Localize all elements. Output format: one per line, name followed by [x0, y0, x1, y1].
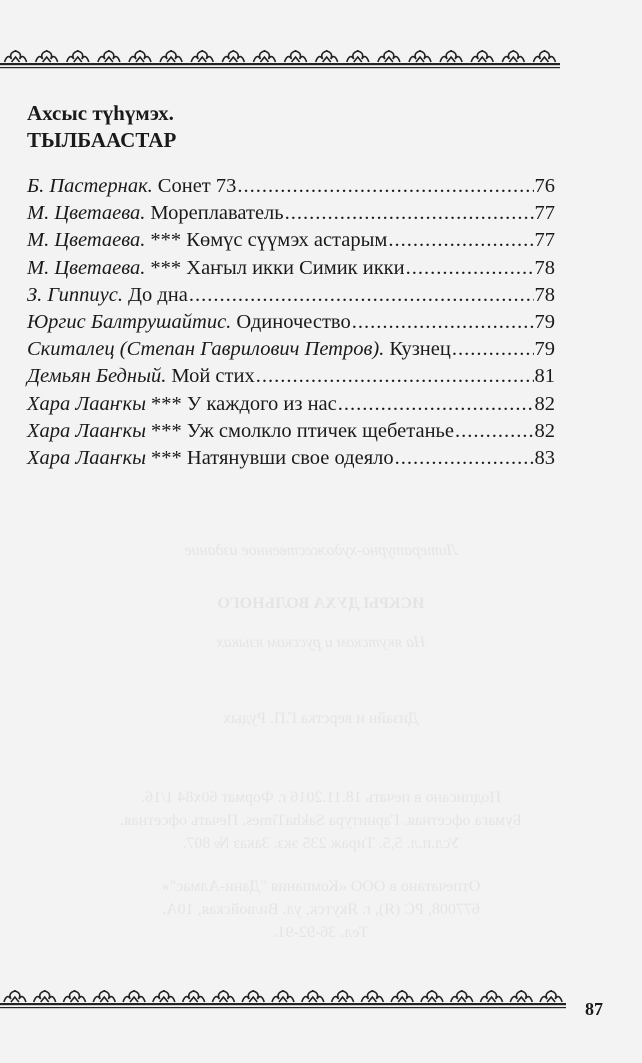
toc-dot-leader [452, 336, 534, 363]
toc-entry [27, 255, 555, 282]
ornament-motif-icon [67, 50, 89, 62]
toc-title: *** Уж смолкло птичек щебетанье [151, 419, 455, 442]
toc-entry [27, 173, 555, 200]
toc-author: Демьян Бедный. [27, 365, 167, 388]
ornament-motif-icon [222, 50, 244, 62]
toc-author: М. Цветаева. [27, 229, 146, 252]
ornament-motif-icon [502, 50, 524, 62]
bleed-through-line: Подписано в печать 18.11.2016 г. Формат 60х84 1/16. [141, 789, 501, 806]
ornament-motif-icon [332, 990, 354, 1002]
ornament-motif-icon [471, 50, 493, 62]
bleed-through-line: На якутском и русском языках [216, 634, 426, 651]
toc-page-number: 82 [534, 392, 555, 415]
bleed-through-line: Отпечатано в ООО «Компания "Дани-Алмас"» [161, 878, 481, 895]
toc-page-number: 77 [534, 229, 555, 252]
toc-dot-leader [388, 227, 533, 254]
toc-entry [27, 363, 555, 390]
ornament-motif-icon [63, 990, 85, 1002]
ornament-motif-icon [440, 50, 462, 62]
toc-page-number: 82 [534, 419, 555, 442]
ornament-motif-icon [34, 990, 56, 1002]
toc-entry [27, 336, 555, 363]
toc-title: До дна [128, 283, 188, 306]
toc-title: *** У каждого из нас [151, 392, 337, 415]
toc-title: Мой стих [171, 365, 255, 388]
toc-entry [27, 309, 555, 336]
toc-author: Б. Пастернак. [27, 175, 153, 197]
section-subtitle: Ахсыс түһүмэх. [27, 101, 174, 125]
toc-title: Кузнец [389, 338, 451, 361]
bleed-through-line: Бумага офсетная. Гарнитура SakhaTimes. Печать офсетная. [120, 812, 522, 829]
toc-dot-leader [256, 363, 534, 390]
ornament-motif-icon [5, 50, 27, 62]
bleed-through-line: 677008, РС (Я), г. Якутск, ул. Вилюйская, 10А. [162, 901, 480, 918]
toc-page-number: 79 [534, 310, 555, 333]
bleed-through-line: Дизайн и верстка Г.П. Рудых [223, 710, 419, 727]
toc-entry [27, 445, 555, 472]
toc-author: Хара Лааҥкы [27, 446, 147, 469]
ornament-motif-icon [421, 990, 443, 1002]
section-title: ТЫЛБААСТАР [27, 128, 177, 152]
bleed-through-line: Литературно-художественное издание [184, 542, 458, 559]
toc-author: Скиталец (Степан Гаврилович Петров). [27, 338, 385, 361]
toc-author: Хара Лааҥкы [27, 392, 147, 415]
page-number: 87 [585, 999, 603, 1019]
toc-title: Одиночество [236, 310, 351, 333]
toc-author: М. Цветаева. [27, 256, 146, 279]
toc-title: *** Натянувши свое одеяло [151, 446, 394, 469]
toc-dot-leader [338, 391, 534, 418]
toc-entry [27, 227, 555, 254]
toc-dot-leader [189, 282, 534, 309]
toc-entry [27, 200, 555, 227]
toc-author: Хара Лааҥкы [27, 419, 147, 442]
ornament-motif-icon [316, 50, 338, 62]
ornament-motif-icon [191, 50, 213, 62]
ornament-motif-icon [36, 50, 58, 62]
bleed-through-line: ИСКРЫ ДУХА ВОЛЬНОГО [217, 595, 425, 612]
ornament-motif-icon [253, 50, 275, 62]
toc-page-number: 81 [534, 365, 555, 388]
toc-page-number: 79 [534, 338, 555, 361]
top-ornament-border [0, 48, 560, 70]
toc-page-number: 77 [534, 202, 555, 225]
toc-title: Мореплаватель [150, 202, 284, 225]
toc-page-number: 76 [534, 175, 555, 197]
table-of-contents [27, 173, 555, 472]
toc-title: Сонет 73 [157, 175, 237, 197]
ornament-motif-icon [98, 50, 120, 62]
ornament-motif-icon [183, 990, 205, 1002]
toc-author: Юргис Балтрушайтис. [27, 310, 232, 333]
section-heading [27, 100, 176, 154]
ornament-motif-icon [123, 990, 145, 1002]
toc-dot-leader [237, 173, 533, 200]
ornament-motif-icon [361, 990, 383, 1002]
ornament-motif-icon [160, 50, 182, 62]
ornament-motif-icon [391, 990, 413, 1002]
ornament-motif-icon [451, 990, 473, 1002]
toc-entry [27, 418, 555, 445]
ornament-motif-icon [481, 990, 503, 1002]
toc-author: З. Гиппиус. [27, 283, 123, 306]
ornament-motif-icon [347, 50, 369, 62]
toc-page-number: 78 [534, 283, 555, 306]
ornament-motif-icon [409, 50, 431, 62]
toc-dot-leader [406, 255, 534, 282]
toc-dot-leader [395, 445, 534, 472]
toc-page-number: 78 [534, 256, 555, 279]
ornament-motif-icon [378, 50, 400, 62]
bleed-through-line: Тел. 36-92-91. [273, 924, 369, 941]
ornament-motif-icon [272, 990, 294, 1002]
bottom-ornament-border [0, 988, 566, 1010]
ornament-motif-icon [212, 990, 234, 1002]
toc-dot-leader [285, 200, 534, 227]
ornament-motif-icon [285, 50, 307, 62]
toc-title: *** Көмүс сүүмэх астарым [150, 229, 388, 252]
toc-author: М. Цветаева. [27, 202, 146, 225]
toc-entry [27, 391, 555, 418]
ornament-motif-icon [510, 990, 532, 1002]
ornament-motif-icon [533, 50, 555, 62]
ornament-motif-icon [302, 990, 324, 1002]
ornament-motif-icon [540, 990, 562, 1002]
ornament-motif-icon [4, 990, 26, 1002]
ornament-motif-icon [242, 990, 264, 1002]
ornament-motif-icon [93, 990, 115, 1002]
toc-entry [27, 282, 555, 309]
toc-title: *** Хаҥыл икки Симик икки [150, 256, 405, 279]
bleed-through-line: Усл.п.л. 5,5. Тираж 235 экз. Заказ № 807. [182, 835, 460, 852]
ornament-motif-icon [153, 990, 175, 1002]
ornament-motif-icon [129, 50, 151, 62]
toc-page-number: 83 [534, 446, 555, 469]
toc-dot-leader [352, 309, 534, 336]
toc-dot-leader [455, 418, 533, 445]
